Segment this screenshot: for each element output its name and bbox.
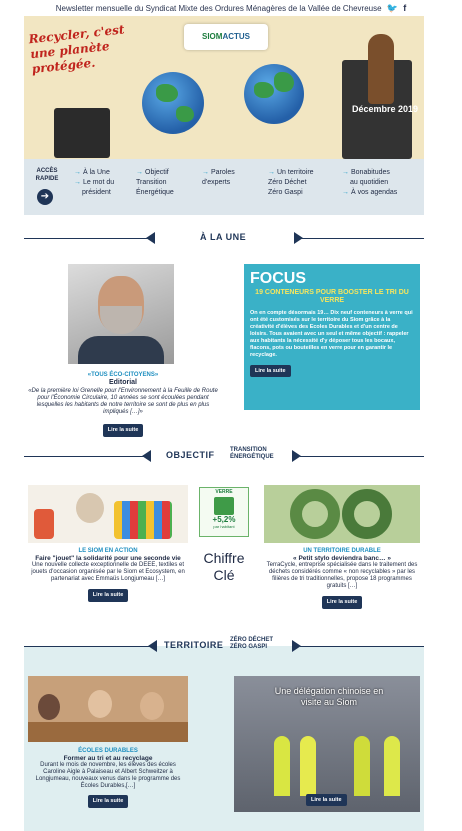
territoire-durable-tag: UN TERRITOIRE DURABLE	[303, 548, 381, 554]
editorial-tag: «TOUS ÉCO-CITOYENS»	[87, 372, 159, 378]
delegation-caption: Une délégation chinoise en visite au Siom	[274, 686, 384, 707]
ecoles-durables-title: Former au tri et au recyclage	[63, 755, 153, 762]
focus-title: FOCUS	[250, 270, 306, 287]
newsletter-tagline	[0, 0, 462, 16]
toys-photo	[28, 485, 188, 543]
quick-access-bar	[24, 159, 424, 215]
triangle-left-icon	[146, 232, 155, 244]
classroom-photo	[28, 676, 188, 742]
issue-date: Décembre 2019	[351, 104, 418, 114]
bin-drawing	[54, 108, 110, 158]
key-figure-box	[199, 487, 249, 537]
globe-drawing-1	[142, 72, 204, 134]
quick-link-paroles[interactable]: → Paroles d'experts	[202, 169, 235, 186]
hero-banner	[24, 16, 424, 159]
editorial-read-more-button[interactable]: Lire la suite	[103, 424, 144, 437]
territoire-durable-body: TerraCycle, entreprise spécialisée dans le traitement des déchets considérés comme « non recyclables » par les filières de tri traditionnelles, propose 18 programmes gratuits […]	[266, 562, 418, 589]
twitter-icon[interactable]: 🐦	[386, 3, 398, 13]
section-title-objectif: OBJECTIF	[166, 450, 215, 460]
ecoles-durables-body: Durant le mois de novembre, les élèves des écoles Caroline Aigle à Palaiseau et Albert Schweitzer à Longjumeau, nouveaux venus dans le programme des Écoles Durables,[…]	[35, 762, 181, 789]
recycled-spiral-photo	[264, 485, 420, 543]
section-header-territoire	[24, 636, 424, 656]
siom-action-body: Une nouvelle collecte exceptionnelle de DEEE, textiles et jouets d'occasion organisée par le Siom et Ecosystem, en partenariat avec Emmaüs Longjumeau […]	[31, 562, 185, 582]
quick-access-label: ACCÈS RAPIDE	[35, 168, 59, 182]
facebook-icon[interactable]: f	[403, 3, 407, 13]
quick-link-territoire[interactable]: → Un territoire Zéro Déchet Zéro Gaspi	[268, 169, 314, 196]
ecoles-durables-card	[30, 748, 186, 808]
key-figure-caption: Chiffre Clé	[203, 550, 245, 583]
section-title-une: À LA UNE	[200, 232, 247, 242]
triangle-left-icon	[142, 450, 151, 462]
editorial-title: Editorial	[108, 379, 137, 386]
logo-actus: ACTUS	[222, 32, 250, 41]
delegation-photo	[234, 676, 420, 812]
territoire-durable-card	[262, 548, 422, 609]
ecoles-durables-read-more-button[interactable]: Lire la suite	[88, 795, 129, 808]
editorial-body: «De la première loi Grenelle pour l'Environnement à la Feuille de Route pour l'Économie Circulaire, 10 années se sont écoulées pendant lesquelles les habitants de notre territoire se sont de plus en plus impliqués […]»	[28, 388, 218, 415]
globe-drawing-2	[244, 64, 304, 124]
key-figure-label: VERRE	[215, 489, 233, 495]
president-photo	[68, 264, 174, 364]
section-title-territoire: TERRITOIRE	[164, 640, 224, 650]
triangle-left-icon	[148, 640, 157, 652]
focus-read-more-button[interactable]: Lire la suite	[250, 365, 291, 377]
tagline-text: Newsletter mensuelle du Syndicat Mixte des Ordures Ménagères de la Vallée de Chevreuse	[55, 4, 382, 13]
key-figure-unit: par habitant	[213, 524, 235, 529]
glass-bin-icon	[214, 497, 234, 515]
territoire-durable-read-more-button[interactable]: Lire la suite	[322, 596, 363, 609]
quick-link-objectif[interactable]: → Objectif Transition Énergétique	[136, 169, 174, 196]
focus-subtitle: 19 CONTENEURS POUR BOOSTER LE TRI DU VERRE	[255, 289, 409, 304]
key-figure-value: +5,2%	[212, 515, 236, 524]
siom-action-card	[30, 548, 186, 602]
siom-action-tag: LE SIOM EN ACTION	[78, 548, 138, 554]
ecoles-durables-tag: ÉCOLES DURABLES	[78, 748, 138, 754]
arrow-right-icon[interactable]: ➔	[37, 189, 53, 205]
logo-siom: SIOM	[201, 32, 223, 41]
siom-action-read-more-button[interactable]: Lire la suite	[88, 589, 129, 602]
focus-box	[244, 264, 420, 410]
quick-link-une[interactable]: → À la Une → Le mot du président	[74, 169, 115, 196]
editorial-block	[28, 372, 218, 437]
siom-actus-logo[interactable]	[184, 24, 268, 50]
section-subtitle-territoire: ZÉRO DÉCHET ZÉRO GASPI	[230, 637, 274, 650]
siom-action-title: Faire "jouet" la solidarité pour une seconde vie	[35, 555, 181, 562]
quick-link-bonabitudes[interactable]: → Bonabitudes au quotidien → À vos agendas	[342, 169, 398, 196]
section-header-une	[24, 228, 424, 248]
girl-drawing	[368, 34, 394, 104]
territoire-durable-title: « Petit stylo deviendra banc… »	[293, 555, 391, 562]
section-subtitle-objectif: TRANSITION ÉNERGÉTIQUE	[230, 447, 274, 460]
delegation-read-more-button[interactable]: Lire la suite	[306, 794, 347, 806]
section-header-objectif	[24, 446, 424, 466]
focus-body: On en compte désormais 19… Dix neuf conteneurs à verre qui ont été customisés sur le territoire du Siom grâce à la créativité d'élèves des Ecoles Durables et d'un centre de loisirs. Tous avaient avec un seul et même objectif : rappeler aux habitants la nécessité d'y déposer tous les bocaux, flacons, pots ou bouteilles en verre pour en garantir le recyclage.	[250, 310, 413, 358]
hero-drawing-text: Recycler, c'est une planète protégée.	[27, 22, 126, 77]
